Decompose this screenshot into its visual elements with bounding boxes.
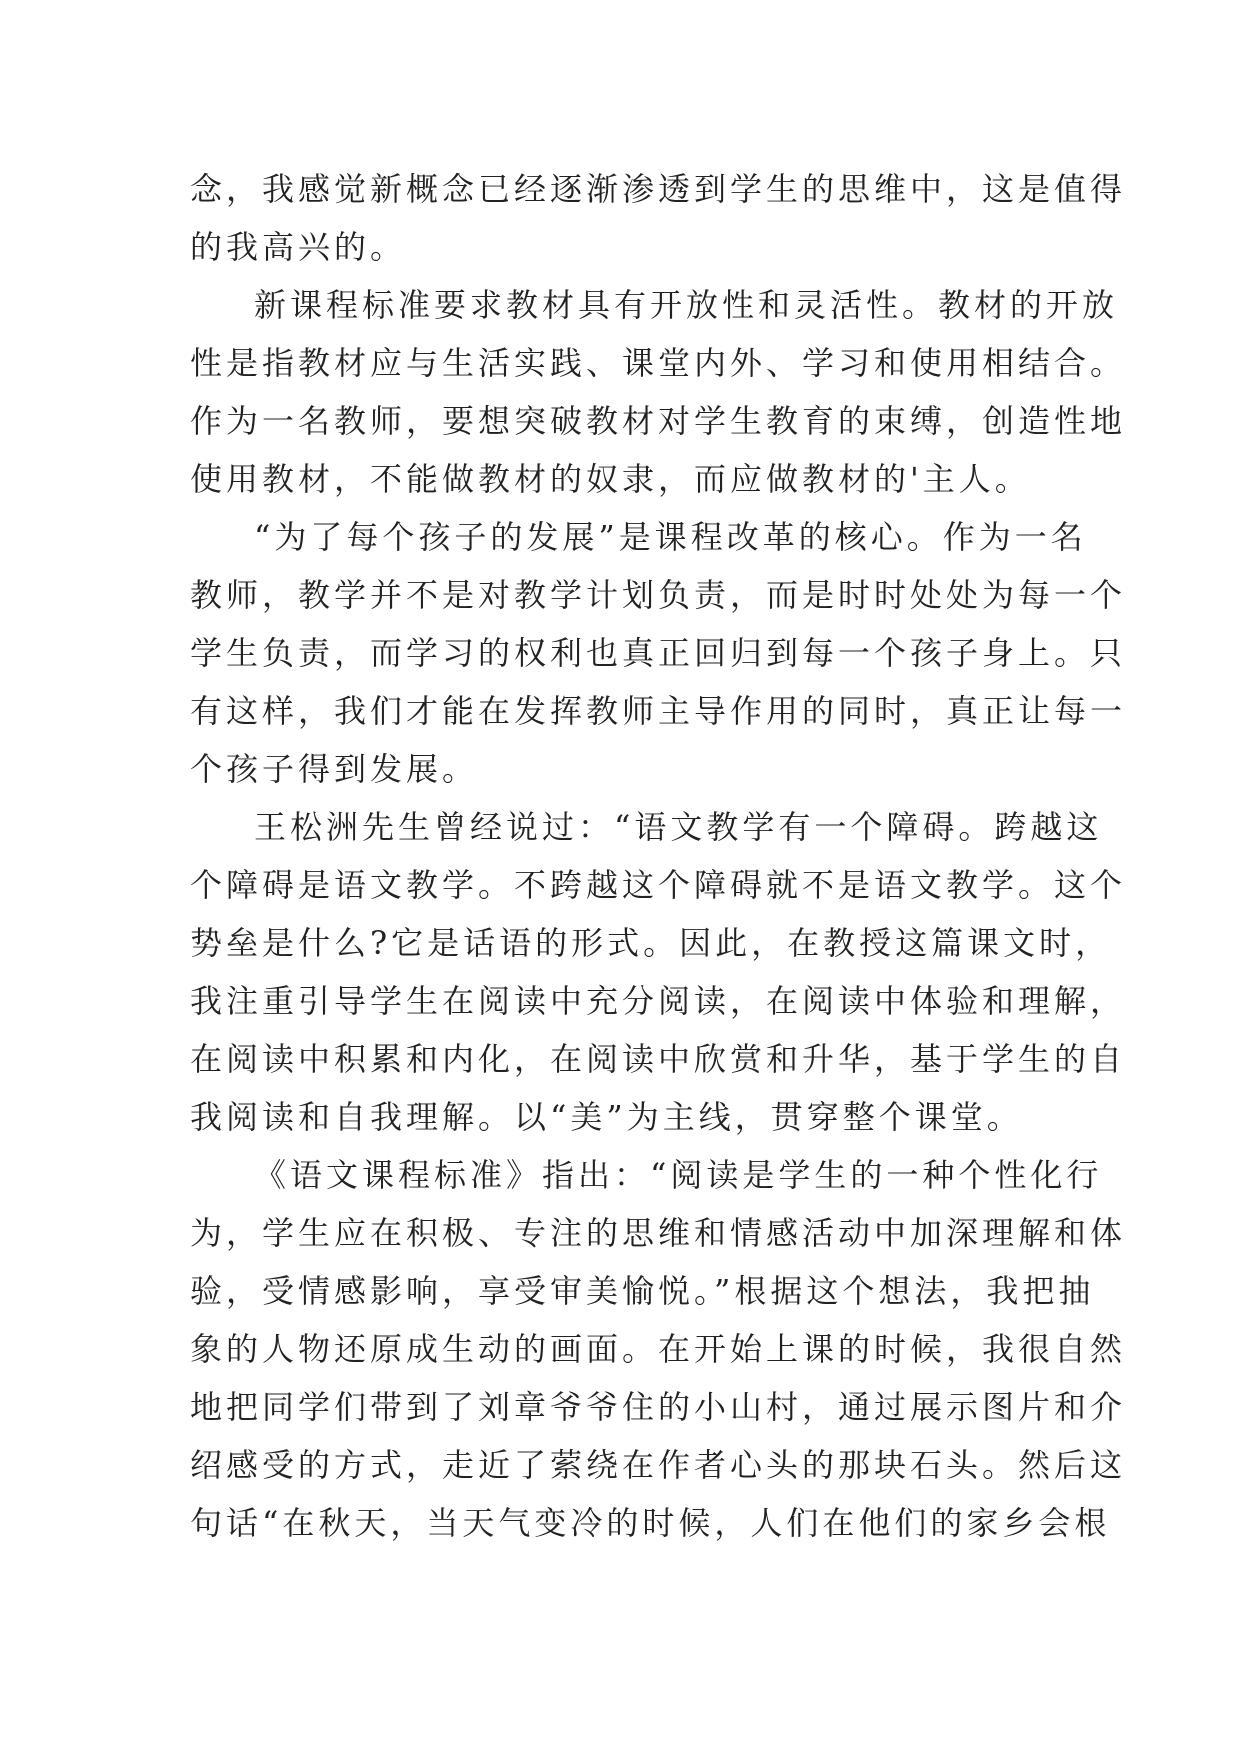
text-line: 有这样，我们才能在发挥教师主导作用的同时，真正让每一 [190, 692, 1127, 730]
paragraph-first-line: 《语文课程标准》指出：“阅读是学生的一种个性化行 [254, 1156, 1103, 1194]
text-line: 的我高兴的。 [190, 228, 407, 266]
body-text [190, 160, 1127, 1552]
text-line: 句话“在秋天，当天气变冷的时候，人们在他们的家乡会根 [190, 1504, 1111, 1542]
text-line: 在阅读中积累和内化，在阅读中欣赏和升华，基于学生的自 [190, 1040, 1127, 1078]
text-line: 作为一名教师，要想突破教材对学生教育的束缚，创造性地 [190, 402, 1127, 440]
text-line: 个障碍是语文教学。不跨越这个障碍就不是语文教学。这个 [190, 866, 1127, 904]
paragraph-first-line: “为了每个孩子的发展”是课程改革的核心。作为一名 [254, 518, 1087, 556]
text-line: 为，学生应在积极、专注的思维和情感活动中加深理解和体 [190, 1214, 1127, 1252]
text-line: 个孩子得到发展。 [190, 750, 479, 788]
text-line: 性是指教材应与生活实践、课堂内外、学习和使用相结合。 [190, 344, 1127, 382]
text-line: 教师，教学并不是对教学计划负责，而是时时处处为每一个 [190, 576, 1127, 614]
text-line: 绍感受的方式，走近了萦绕在作者心头的那块石头。然后这 [190, 1446, 1127, 1484]
text-line: 学生负责，而学习的权利也真正回归到每一个孩子身上。只 [190, 634, 1127, 672]
text-line: 我注重引导学生在阅读中充分阅读，在阅读中体验和理解， [190, 982, 1127, 1020]
text-line: 念，我感觉新概念已经逐渐渗透到学生的思维中，这是值得 [190, 170, 1127, 208]
text-line: 地把同学们带到了刘章爷爷住的小山村，通过展示图片和介 [190, 1388, 1127, 1426]
text-line: 势垒是什么?它是话语的形式。因此，在教授这篇课文时， [190, 924, 1112, 962]
paragraph-first-line: 新课程标准要求教材具有开放性和灵活性。教材的开放 [254, 286, 1119, 324]
text-line: 验，受情感影响，享受审美愉悦。”根据这个想法，我把抽 [190, 1272, 1095, 1310]
text-line: 我阅读和自我理解。以“美”为主线，贯穿整个课堂。 [190, 1098, 1023, 1136]
paragraph-first-line: 王松洲先生曾经说过：“语文教学有一个障碍。跨越这 [254, 808, 1103, 846]
text-line: 象的人物还原成生动的画面。在开始上课的时候，我很自然 [190, 1330, 1127, 1368]
text-line: 使用教材，不能做教材的奴隶，而应做教材的'主人。 [190, 460, 1031, 498]
